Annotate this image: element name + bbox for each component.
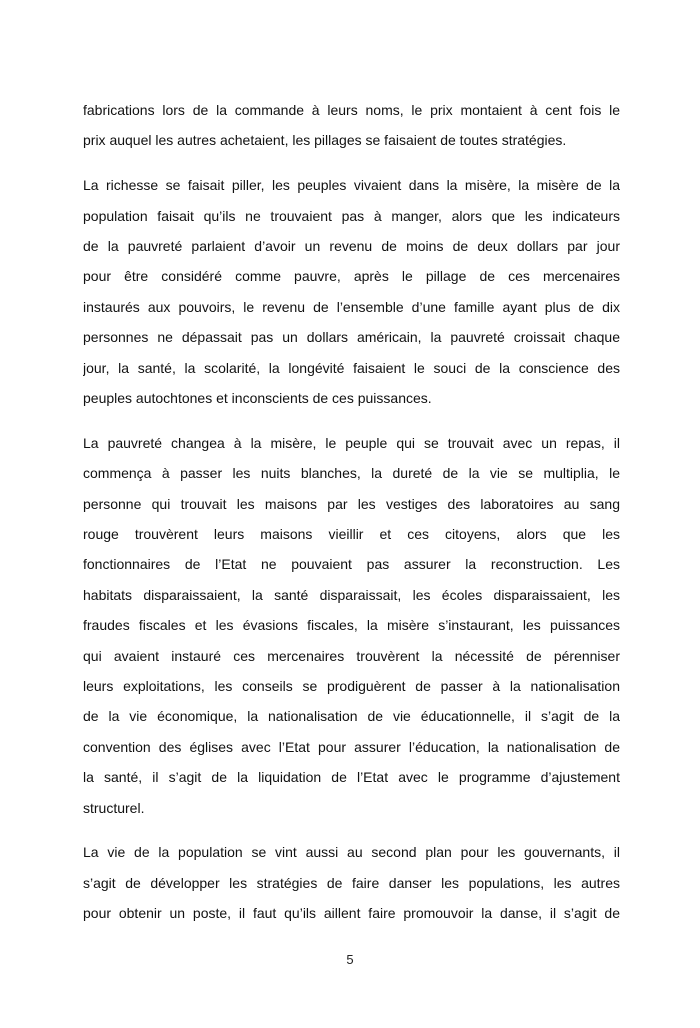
text-line: fabrications lors de la commande à leurs noms, le prix montaient à cent fois le: [83, 102, 620, 118]
text-line: rouge trouvèrent leurs maisons vieillir et ces citoyens, alors que les: [83, 526, 620, 543]
text-line: fraudes fiscales et les évasions fiscales, la misère s’instaurant, les puissances: [83, 617, 620, 634]
page-number: 5: [346, 952, 354, 967]
paragraph: [83, 170, 620, 413]
paragraph: [83, 837, 620, 928]
text-line: fonctionnaires de l’Etat ne pouvaient pas assurer la reconstruction. Les: [83, 556, 620, 573]
text-line: de la pauvreté parlaient d’avoir un revenu de moins de deux dollars par jour: [83, 238, 620, 255]
text-line: convention des églises avec l’Etat pour assurer l’éducation, la nationalisation de: [83, 738, 620, 755]
text-line: leurs exploitations, les conseils se prodiguèrent de passer à la nationalisation: [83, 678, 620, 695]
text-line: prix auquel les autres achetaient, les pillages se faisaient de toutes stratégies.: [83, 132, 567, 149]
paragraph: [83, 428, 620, 823]
text-line: qui avaient instauré ces mercenaires trouvèrent la nécessité de pérenniser: [83, 647, 620, 664]
text-line: pour obtenir un poste, il faut qu’ils aillent faire promouvoir la danse, il s’agit de: [83, 905, 620, 922]
text-line: personnes ne dépassait pas un dollars américain, la pauvreté croissait chaque: [83, 329, 620, 346]
text-line: habitats disparaissaient, la santé disparaissait, les écoles disparaissaient, les: [83, 586, 620, 603]
text-line: pour être considéré comme pauvre, après le pillage de ces mercenaires: [83, 268, 620, 285]
text-line: structurel.: [83, 799, 145, 816]
text-line: de la vie économique, la nationalisation de vie éducationnelle, il s’agit de la: [83, 708, 620, 725]
text-line: s’agit de développer les stratégies de faire danser les populations, les autres: [83, 874, 620, 891]
text-line: La vie de la population se vint aussi au second plan pour les gouvernants, il: [83, 844, 620, 861]
text-line: instaurés aux pouvoirs, le revenu de l’ensemble d’une famille ayant plus de dix: [83, 298, 620, 315]
text-line: peuples autochtones et inconscients de ces puissances.: [83, 390, 432, 407]
text-line: jour, la santé, la scolarité, la longévité faisaient le souci de la conscience des: [83, 359, 620, 376]
paragraph: [83, 95, 620, 156]
text-line: commença à passer les nuits blanches, la dureté de la vie se multiplia, le: [83, 465, 620, 482]
text-line: La richesse se faisait piller, les peuples vivaient dans la misère, la misère de la: [83, 177, 620, 194]
text-line: La pauvreté changea à la misère, le peuple qui se trouvait avec un repas, il: [83, 434, 620, 451]
text-line: la santé, il s’agit de la liquidation de l’Etat avec le programme d’ajustement: [83, 769, 620, 786]
body-text: [83, 95, 620, 943]
text-line: population faisait qu’ils ne trouvaient pas à manger, alors que les indicateurs: [83, 207, 620, 224]
text-line: personne qui trouvait les maisons par les vestiges des laboratoires au sang: [83, 495, 620, 512]
